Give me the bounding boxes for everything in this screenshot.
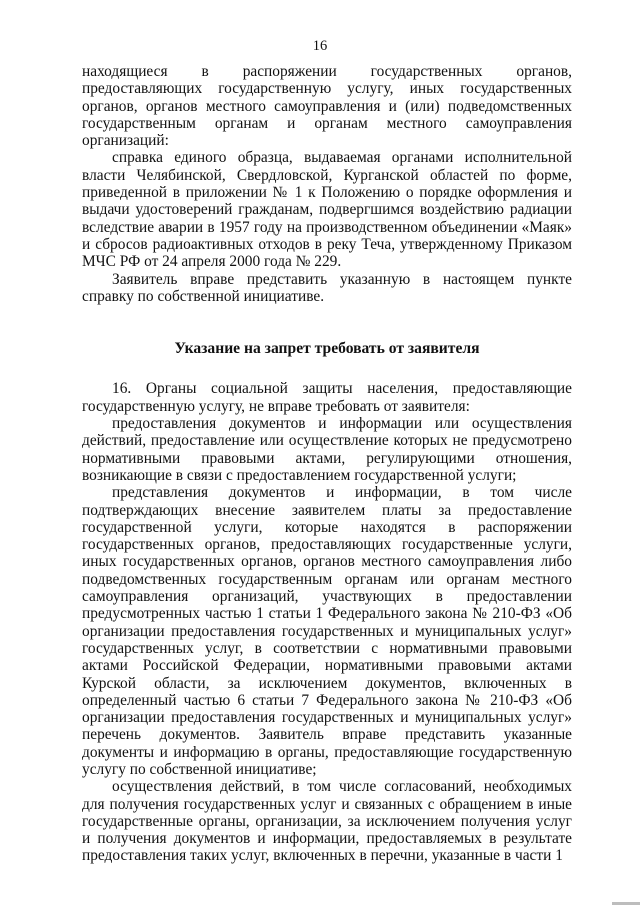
- paragraph: представления документов и информации, в том числе подтверждающих внесение заявителем платы за предоставление государственной услуги, которые находятся в распоряжении государственных органов, предоставляющих государственные услуги, иных государственных органов, органов местного самоуправления либо подведомственных государственным органам или органам местного самоуправления организаций, участвующих в предоставлении предусмотренных частью 1 статьи 1 Федерального закона № 210-ФЗ «Об организации предоставления государственных и муниципальных услуг» государственных услуг, в соответствии с нормативными правовыми актами Российской Федерации, нормативными правовыми актами Курской области, за исключением документов, включенных в определенный частью 6 статьи 7 Федерального закона № 210-ФЗ «Об организации предоставления государственных и муниципальных услуг» перечень документов. Заявитель вправе представить указанные документы и информацию в органы, предоставляющие государственную услугу по собственной инициативе;: [82, 484, 572, 778]
- paragraph: справка единого образца, выдаваемая органами исполнительной власти Челябинской, Свердловской, Курганской областей по форме, приведенной в приложении № 1 к Положению о порядке оформления и выдачи удостоверений гражданам, подвергшимся воздействию радиации вследствие аварии в 1957 году на производственном объединении «Маяк» и сбросов радиоактивных отходов в реку Теча, утвержденному Приказом МЧС РФ от 24 апреля 2000 года № 229.: [82, 149, 572, 271]
- paragraph: находящиеся в распоряжении государственных органов, предоставляющих государственную услугу, иных государственных органов, органов местного самоуправления и (или) подведомственных государственным органам и органам местного самоуправления организаций:: [82, 63, 572, 150]
- paragraph: 16. Органы социальной защиты населения, предоставляющие государственную услугу, не вправе требовать от заявителя:: [82, 380, 572, 415]
- paragraph: Заявитель вправе представить указанную в настоящем пункте справку по собственной инициативе.: [82, 270, 572, 305]
- page-number: 16: [312, 38, 328, 54]
- paragraph: осуществления действий, в том числе согласований, необходимых для получения государственных услуг и связанных с обращением в иные государственные органы, организации, за исключением получения услуг и получения документов и информации, предоставляемых в результате предоставления таких услуг, включенных в перечни, указанные в части 1: [82, 778, 572, 865]
- paragraph: предоставления документов и информации или осуществления действий, предоставление или осуществление которых не предусмотрено нормативными правовыми актами, регулирующими отношения, возникающие в связи с предоставлением государственной услуги;: [82, 415, 572, 484]
- document-body: [82, 63, 572, 865]
- section-heading: Указание на запрет требовать от заявителя: [174, 340, 480, 358]
